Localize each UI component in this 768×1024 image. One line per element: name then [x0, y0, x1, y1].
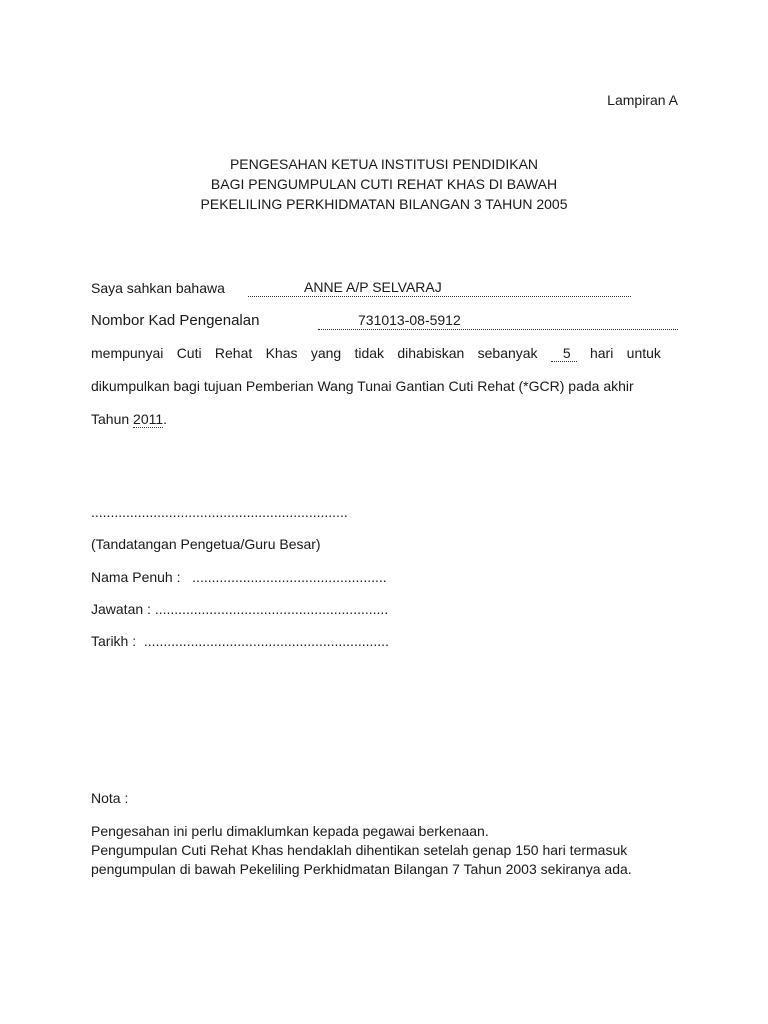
days-value: 5 [551, 345, 577, 362]
word: tidak [354, 345, 385, 361]
sentence-line-2: dikumpulkan bagi tujuan Pemberian Wang Tunai Gantian Cuti Rehat (*GCR) pada akhir [91, 378, 634, 394]
title-line-1: PENGESAHAN KETUA INSTITUSI PENDIDIKAN [229, 156, 539, 172]
note-line-2: Pengumpulan Cuti Rehat Khas hendaklah dihentikan setelah genap 150 hari termasuk [91, 842, 628, 858]
tahun-label: Tahun [91, 411, 130, 427]
title-line-2: BAGI PENGUMPULAN CUTI REHAT KHAS DI BAWAH [210, 176, 558, 192]
appendix-label: Lampiran A [607, 92, 678, 108]
note-body [91, 822, 632, 879]
word: mempunyai [91, 345, 164, 361]
confirm-label: Saya sahkan bahawa [91, 280, 225, 296]
word: Khas [265, 345, 298, 361]
word: Rehat [214, 345, 253, 361]
word: hari [589, 345, 614, 361]
note-line-1: Pengesahan ini perlu dimaklumkan kepada pegawai berkenaan. [91, 823, 489, 839]
full-name-dots: .................................................. [192, 569, 387, 585]
sentence-line-3 [91, 411, 167, 427]
position-dots: ............................................................ [154, 601, 389, 617]
date-dots: ............................................................... [143, 633, 389, 649]
ic-underline [318, 329, 678, 330]
date-row [91, 633, 389, 649]
word: sebanyak [477, 345, 538, 361]
ic-label: Nombor Kad Pengenalan [91, 312, 260, 329]
word: yang [310, 345, 342, 361]
full-name-label: Nama Penuh : [91, 569, 181, 585]
period: . [163, 411, 168, 427]
note-line-3: pengumpulan di bawah Pekeliling Perkhidmatan Bilangan 7 Tahun 2003 sekiranya ada. [91, 861, 632, 877]
year-value: 2011 [133, 411, 164, 427]
sentence-line-1 [91, 345, 661, 362]
word: dihabiskan [397, 345, 465, 361]
date-label: Tarikh : [91, 633, 137, 649]
name-underline [248, 296, 631, 297]
document-title [0, 154, 768, 214]
note-heading: Nota : [91, 790, 129, 806]
word: Cuti [176, 345, 202, 361]
signature-caption: (Tandatangan Pengetua/Guru Besar) [91, 536, 321, 552]
ic-value: 731013-08-5912 [358, 312, 461, 328]
signature-line: .................................................................. [91, 504, 348, 520]
title-line-3: PEKELILING PERKHIDMATAN BILANGAN 3 TAHUN 2005 [200, 196, 568, 212]
position-row [91, 601, 388, 617]
name-value: ANNE A/P SELVARAJ [304, 279, 442, 295]
word: untuk [626, 345, 661, 361]
position-label: Jawatan : [91, 601, 151, 617]
full-name-row [91, 569, 387, 585]
